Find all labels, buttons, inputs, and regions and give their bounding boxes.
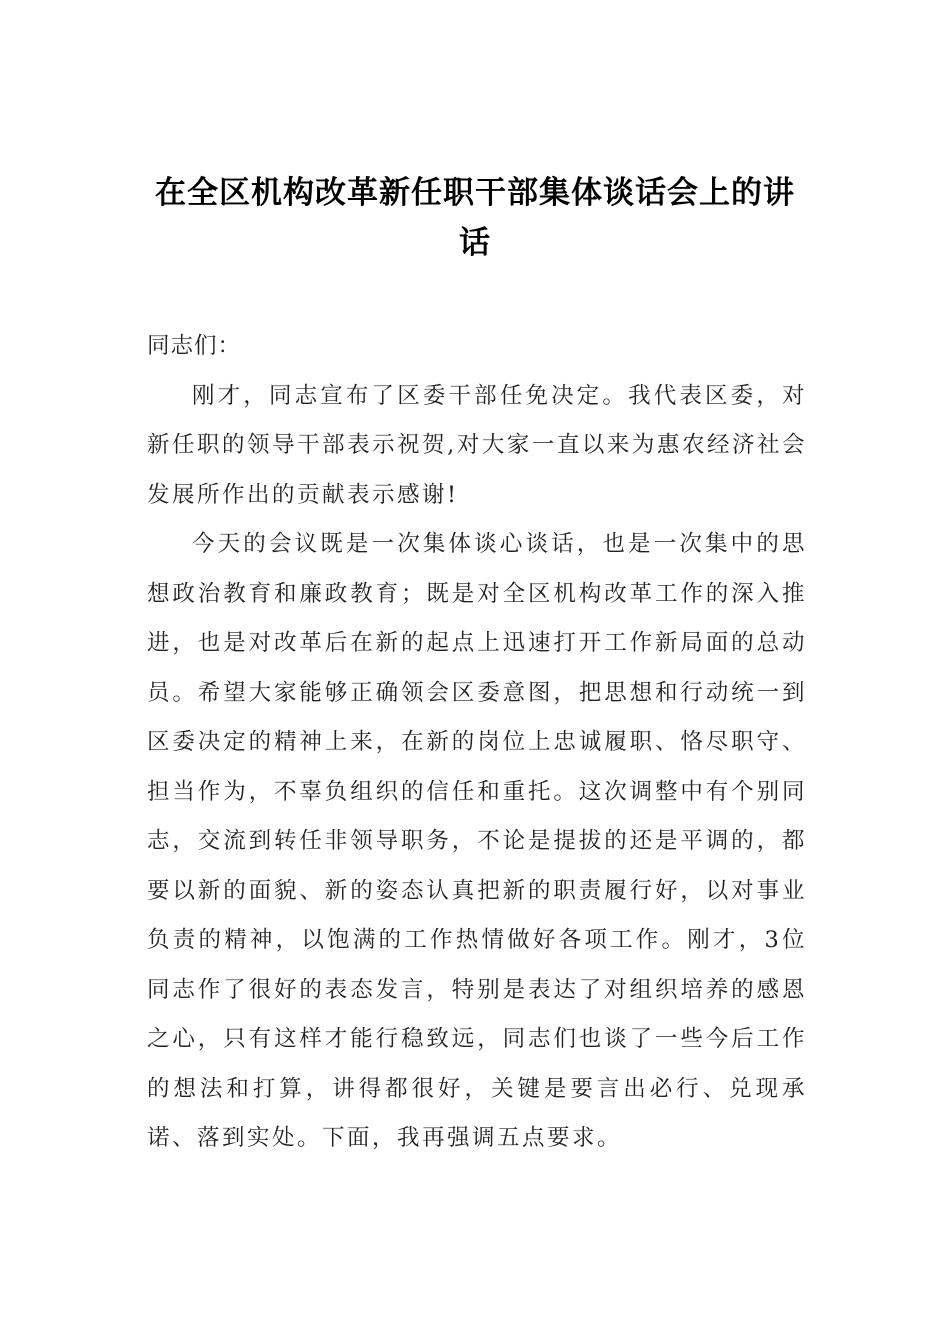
document-body bbox=[147, 322, 807, 1164]
paragraph-2: 今天的会议既是一次集体谈心谈话，也是一次集中的思想政治教育和廉政教育；既是对全区机构改革工作的深入推进，也是对改革后在新的起点上迅速打开工作新局面的总动员。希望大家能够正确领会区委意图，把思想和行动统一到区委决定的精神上来，在新的岗位上忠诚履职、恪尽职守、担当作为，不辜负组织的信任和重托。这次调整中有个别同志，交流到转任非领导职务，不论是提拔的还是平调的，都要以新的面貌、新的姿态认真把新的职责履行好，以对事业负责的精神，以饱满的工作热情做好各项工作。刚才，3位同志作了很好的表态发言，特别是表达了对组织培养的感恩之心，只有这样才能行稳致远，同志们也谈了一些今后工作的想法和打算，讲得都很好，关键是要言出必行、兑现承诺、落到实处。下面，我再强调五点要求。 bbox=[147, 531, 807, 1151]
paragraph-1: 刚才，同志宣布了区委干部任免决定。我代表区委，对新任职的领导干部表示祝贺,对大家一直以来为惠农经济社会发展所作出的贡献表示感谢! bbox=[147, 382, 807, 508]
document-title: 在全区机构改革新任职干部集体谈话会上的讲话 bbox=[155, 175, 795, 261]
salutation: 同志们： bbox=[147, 333, 242, 359]
